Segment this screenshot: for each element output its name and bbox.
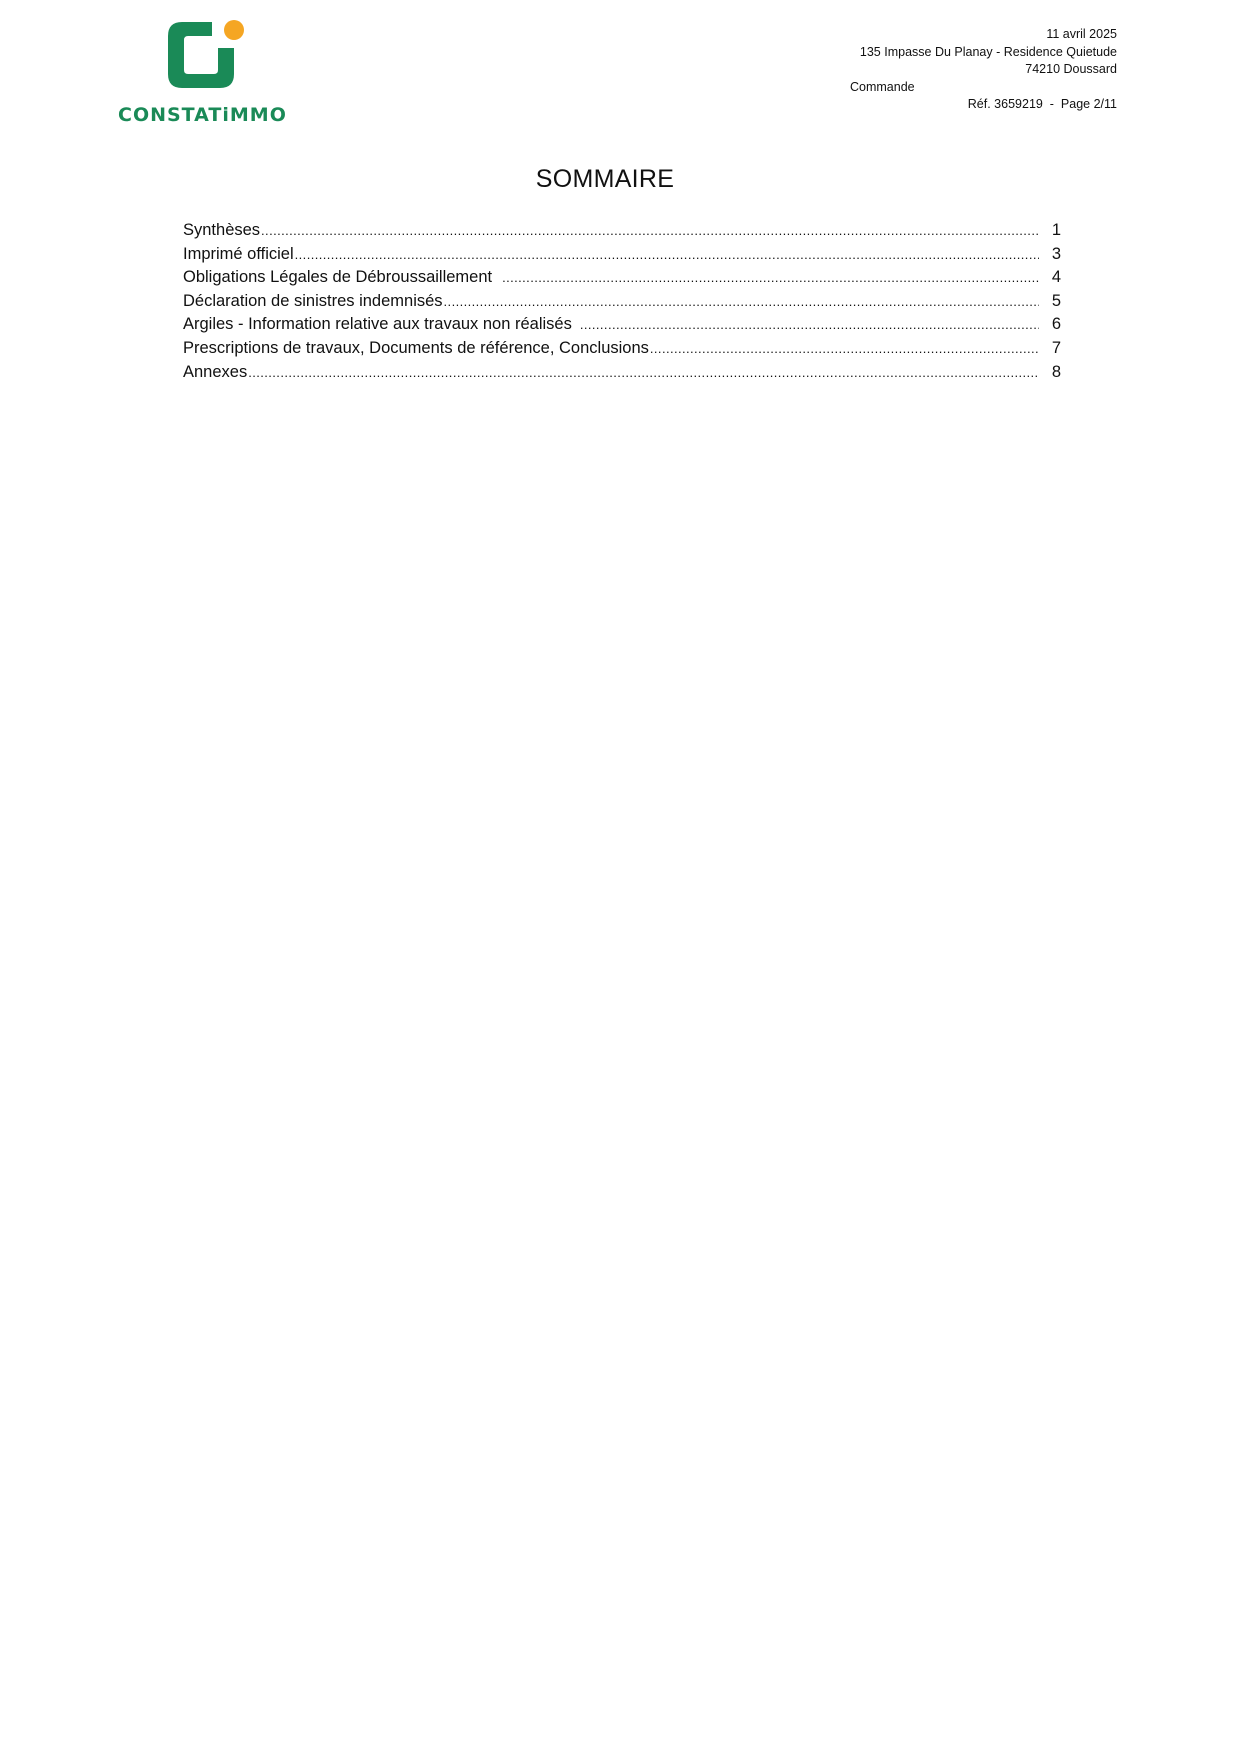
toc-entry-page: 1 [1051,221,1061,239]
toc-entry-page: 6 [1051,315,1061,334]
reference-separator: - [1049,97,1054,112]
toc-dot-leader [261,219,1039,243]
toc-title: SOMMAIRE [535,165,675,193]
address-line-1: 135 Impasse Du Planay - Residence Quietude [859,44,1117,59]
toc-entry-label: Argiles - Information relative aux travaux non réalisés [183,315,572,334]
logo-c-shape [168,22,234,88]
toc-entry-label: Imprimé officiel [183,244,294,263]
toc-dot-leader [650,337,1039,361]
company-logo [118,18,288,130]
toc-entry[interactable] [183,337,1061,361]
toc-dot-leader [580,313,1039,337]
toc-entry[interactable] [183,219,1061,243]
toc-entry-page: 5 [1051,291,1061,310]
logo-dot [224,20,244,40]
toc-entry-label: Déclaration de sinistres indemnisés [183,291,443,310]
document-date: 11 avril 2025 [1046,27,1117,41]
reference-number: Réf. 3659219 [967,97,1043,112]
toc-entry-page: 8 [1051,362,1061,381]
toc-entry[interactable] [183,361,1061,385]
reference-line [697,96,1117,114]
toc-entry-label: Annexes [183,362,248,381]
document-header-info [697,26,1117,114]
page-number: Page 2/11 [1060,97,1117,112]
toc-entry[interactable] [183,313,1061,337]
toc-dot-leader [502,266,1039,290]
toc-entry[interactable] [183,243,1061,267]
toc-entry[interactable] [183,266,1061,290]
logo-wordmark [118,104,288,126]
constatimmo-logo-icon [162,18,258,98]
toc-entry-label: Obligations Légales de Débroussaillement [183,268,493,287]
toc-dot-leader [248,361,1039,385]
toc-dot-leader [444,290,1039,314]
toc-entry-label: Synthèses [183,221,261,239]
toc-entry[interactable] [183,290,1061,314]
toc-entry-page: 4 [1051,268,1061,287]
table-of-contents [183,219,1061,384]
toc-entry-page: 3 [1051,244,1061,263]
toc-entry-page: 7 [1051,338,1061,357]
toc-entry-label: Prescriptions de travaux, Documents de référence, Conclusions [183,338,649,357]
order-label: Commande [850,79,915,94]
logo-wordmark-tail: MMO [229,104,287,126]
logo-wordmark-main: CONSTATi [118,104,230,126]
toc-dot-leader [295,243,1039,267]
address-line-2: 74210 Doussard [1025,62,1117,77]
